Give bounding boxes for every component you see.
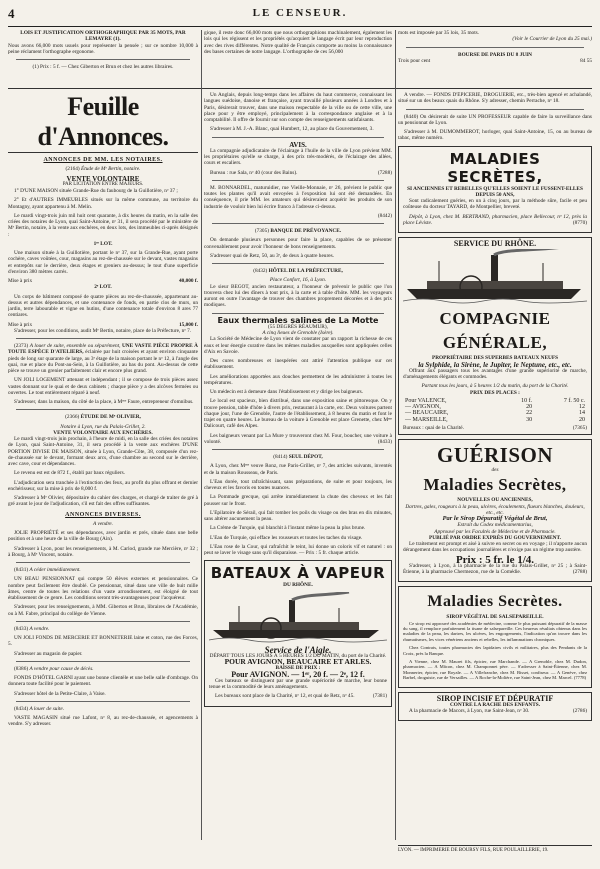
top-c1-head: LOIS ET JUSTIFICATION ORTHOGRAPHIQUE PAR 35 MOTS, PAR LEMAYRE (1). (20, 30, 186, 43)
top-c1-note: (1) Prix : 5 f. — Chez Giberton et Brun et chez les autres libraires. (32, 64, 174, 71)
fare-cell: 20 (526, 404, 533, 410)
feuille-title: Feuille d'Annonces. (8, 92, 198, 153)
fare-cell: 14 (579, 410, 585, 417)
steamboat-illustration (209, 592, 387, 644)
fare-cell: 30 (526, 416, 533, 423)
ad-propriete: A vendre. JOLIE PROPRIÉTÉ et ses dépendances, avec jardin et prés, située dans une belle position et à une heure de la ville de Bourg (Ain). S'adresser à Lyon, pour les renseignements, à M. Carlod, grande rue Mercière, nᵒ 32 ; à Bourg, à Mᵉ Vincent, notaire. (8, 520, 198, 558)
ad-professeur: (8440) On désirerait de suite UN PROFESSEUR capable de faire la surveillance dans un pensionnat de Lyon. S'adresser à M. DUMOMMEROT, horloger, quai Saint-Antoine, 15, ou au bureau de tabac, même numéro. (398, 113, 592, 142)
ad-pensionnat: (8431) A céder immédiatement. UN BEAU PENSIONNAT qui compte 50 élèves externes et pensionnaires. Ce nombre peut facilement être doublé. Ce pensionnat, situé dans une ville de huit mille âmes, centre de toutes les relations d'un vaste arrondissement, est éloigné de tout établissement de ce genre. Les conditions seront très-avantageuses pour l'acquéreur. S'adresser, pour les renseignements, à MM. Giberton et Brun, libraires de l'Académie, ou à M. Fabre, principal du collège de Vienne. (8, 567, 198, 617)
steamboat-illustration-2 (403, 249, 587, 305)
fare-cell: — MARSEILLE, (405, 416, 448, 423)
fare-cell: 10 f. (521, 397, 533, 404)
ad-seul-depot: (8414) SEUL DÉPOT, A Lyon, chez Mᵐᵉ veuve Ronz, rue Paris-Grillet, nᵒ 7, des articles suivants, inventés et de la maison Rousseau, de Paris. L'Eau dorée, tout rafraîchissant, sans préparations, de suite et pour toujours, les cheveux et les favoris en toutes nuances. La Pommade grecque, qui arrête immédiatement la chute des cheveux et les fait pousser sur le front. L'Epilatoire de Sérail, qui fait tomber les poils du visage ou des bras en dix minutes, sans altérer aucunement la peau. La Crème de Turquie, qui blanchit à l'instant même la peau la plus brune. L'Eau de Turquie, qui efface les rousseurs et toutes les taches du visage. L'Eau rose de la Cour, qui rafraîchit le teint, lui donne un coloris vif et naturel : on peut se laver le visage sans qu'il disparaisse. — Prix : 5 fr. chaque article. (204, 454, 392, 556)
page-header (8, 4, 592, 27)
column-1 (8, 92, 198, 840)
fare-cell: 22 (526, 410, 533, 417)
ad-epicerie: A vendre. — FONDS D'ÉPICERIE, DROGUERIE, etc., très-bien agencé et achalandé, situé sur un des beaux quais du Rhône. S'y adresser, chemin Perrache, nᵒ 18. (398, 92, 592, 105)
column-2 (204, 92, 392, 840)
fare-table (403, 398, 587, 423)
ad-sirop-incisif: SIROP INCISIF ET DÉPURATIF CONTRE LA RACHE DES ENFANTS. A la pharmacie de Macors, à Lyon, rue Saint-Jean, nᵒ 30. (2786) (398, 692, 592, 722)
notaires-heading: ANNONCES DE MM. LES NOTAIRES. (43, 157, 163, 163)
ad-guerison: GUÉRISON des Maladies Secrètes, NOUVELLES OU ANCIENNES, Dartres, gales, rougeurs à la peau, ulcères, écoulements, flueurs blanches, douleurs, etc., etc. Par le Sirop Dépuratif Végétal de Brut, Extrait du Codex médicamentarius, Approuvé par les Facultés de Médecine et de Pharmacie. PUBLIÉ PAR ORDRE EXPRÈS DU GOUVERNEMENT. Le traitement est prompt et aisé à suivre en secret ou en voyage ; il n'apporte aucun dérangement dans les occupations journalières et n'exige pas un régime trop austère. Prix : 5 fr. le 1/4. S'adresser, à Lyon, à la pharmacie de la rue du Palais-Grillet, nᵒ 25 ; à Saint-Étienne, à la pharmacie Chermezon, rue de la Comédie. (2788) (398, 439, 592, 582)
bourse-value: 84 55 (580, 57, 592, 64)
top-c1-body: Nous avons 66,000 mots usuels pour représenter la pensée ; sur ce nombre 10,000 à peine réclament l'orthographe ergonome. (8, 42, 198, 55)
ad-anglais: Un Anglais, depuis long-temps dans les affaires du haut commerce, connaissant les langues suédoise, danoise et française, ayant travaillé plusieurs années à Londres et à Paris, désirerait trouver, dans une maison respectable de la ville ou de cette ville, une place pour y être employé, principalement à la correspondance anglaise et à la comptabilité. Il offre de fournir sur son compte des renseignements satisfaisants. S'adresser à M. J.-A. Blanc, quai Humbert, 12, au place du Gouvernement, 3. (204, 92, 392, 133)
top-col-2 (204, 30, 392, 88)
fare-cell: — BEAUCAIRE, (405, 410, 449, 417)
bourse-line (398, 58, 592, 64)
ad-eaux-thermales: Eaux thermales salines de La Motte (55 DEGRÉS RÉAUMUR), A cinq lieues de Grenoble (Isère). La Société de Médecine de Lyon vient de constater par un rapport la richesse de ces eaux et leur énergie curative dans les mêmes maladies auxquelles sont appliquées celles d'Aix en Savoie. Des cures nombreuses et inespérées ont attiré l'attention publique sur cet établissement. Les améliorations apportées aux douches permettent de les administrer à toutes les températures. Un médecin est à demeure dans l'établissement et y dirige les baigneurs. Le local est spacieux, bien distribué, dans une exposition saine et pittoresque. On y trouve pension, table d'hôte à divers prix, restaurant à la carte, etc. Deux voitures partent chaque jour, l'une de Grenoble, l'autre de l'établissement, à 8 heures du matin et font le trajet en quatre heures. Le bureau de la voiture à Grenoble est place Grenette, chez Mᵐᵉ Dalicourt, café des Alpes. Les baigneurs venant par La Mure y trouveront chez M. Four, boucher, une voiture à volonté. (8433) (204, 315, 392, 445)
top-col-1 (8, 30, 198, 88)
fare-cell: — AVIGNON, (405, 404, 441, 410)
ad-hotel-garni: (8386) A vendre pour cause de décès. FONDS D'HÔTEL GARNI ayant une bonne clientèle et une belle salle d'ombrage. On donnera toute facilité pour le paiement. S'adresser hôtel de la Petite-Claire, à Vaise. (8, 665, 198, 697)
bourse-label: Trois pour cent (398, 57, 431, 64)
diverses-heading: ANNONCES DIVERSES. (65, 511, 141, 518)
fare-cell: Pour VALENCE, (405, 397, 447, 404)
bourse-title: BOURSE DE PARIS DU 8 JUIN (458, 51, 532, 58)
column-3 (398, 92, 592, 840)
top-strip (8, 30, 592, 89)
ad-mercerie: (8433) A vendre. UN JOLI FONDS DE MERCERIE ET BONNETERIE laine et coton, rue des Forces, 5. S'adresser au magasin de papier. (8, 625, 198, 657)
top-c3-note: (Voir le Courrier de Lyon du 25 mai.) (512, 36, 592, 43)
bateaux-heading: BATEAUX À VAPEUR (210, 564, 386, 583)
top-c3-body: mots est imposée par 35 lois, 35 mots. (398, 30, 480, 36)
ad-olivier: (2366) ÉTUDE DE Mᵉ OLIVIER, Notaire à Lyon, rue du Palais-Grillet, 2. VENTE VOLONTAIRE AUX ENCHÈRES. Le mardi vingt-trois juin prochain, à l'heure de midi, en la salle des criées des notaires de Lyon, quai Saint-Antoine, 31, il sera procédé à la vente aux enchères D'UNE PORTION DIVISE DE MAISON, située à Lyon, Grande-Côte, 38, composée d'un rez-de-chaussée sur le devant, formant deux arcs, d'une chambre au second sur le derrière, avec cave, cour et dépendances. Le revenu est est de 872 f., établi par baux réguliers. L'adjudication sera tranchée à l'extinction des feux, au profit du plus offrant et dernier enchérisseur, sur la mise à prix de 8,000 f. S'adresser à Mᵉ Olivier, dépositaire du cahier des charges, et chargé de traiter de gré à gré avant le jour de l'adjudication, s'il est fait des offres suffisantes. (8, 414, 198, 508)
ad-maladies-tayard: MALADIES SECRÈTES, SI ANCIENNES ET REBELLES QU'ELLES SOIENT LE FUSSENT-ELLES DEPUIS 50 ANS, Sont radicalement guéries, en un à cinq jours, par la méthode sûre, facile et peu coûteuse du docteur TAYARD, de Montpellier, breveté. Dépôt, à Lyon, chez M. BERTRAND, pharmacien, place Bellecour, nᵒ 12, près la place Léviste. (8770) (398, 146, 592, 234)
page-number: 4 (8, 6, 15, 21)
top-col-3 (398, 30, 592, 88)
fare-cell: 7 f. 50 c. (563, 397, 585, 404)
fare-row (403, 417, 587, 423)
ad-bertin: (2164) Étude de Mᵉ Bertin, notaire. VENTE VOLONTAIRE PAR LICITATION ENTRE MAJEURS. 1° D'UNE MAISON située Grande-Rue du faubourg de la Guillotière, nᵒ 37 ; 2° Et d'AUTRES IMMEUBLES situés sur la même commune, au territoire du Montagny, ayant appartenu à M. Melin. Le mardi vingt-trois juin mil huit cent quarante, à dix heures du matin, en la salle des criées des notaires de Lyon, quai Saint-Antoine, nᵒ 31, il sera procédé par le ministère de Mᵉ Bertin, notaire, à la vente aux enchères, en deux lots, des immeubles ci-après désignés : 1ᵉʳ LOT. Une maison située à la Guillotière, portant le nᵒ 37, sur la Grande-Rue, ayant porte cochère, caves voûtées, cour, magasins au rez-de-chaussée sur le devant, vastes magasins et entrepôts sur le derrière, deux étages et greniers au-dessus; le tout d'une superficie d'environ 380 mètres carrés. Mise à prix 40,000 f. 2ᵉ LOT. Un corps de bâtiment composé de quatre pièces au rez-de-chaussée, appartenant au-dessus et autres dépendances, et une contenance de fonds, en partie clos de murs, un jardin, terre labourable et vigne en hutins, d'une contenance totale d'environ 8 ares 77 centiares. Mise à prix 15,000 f. S'adresser, pour les conditions, audit Mᵉ Bertin, notaire, place de la Préfecture, nᵒ 7. (8, 166, 198, 334)
newspaper-title: LE CENSEUR. (252, 7, 348, 19)
ad-bonnardel: M. BONNARDEL, maturuidier, rue Vieille-Monnaie, nᵒ 26, prévient le public que toutes les plantes qu'il avait envoyées à l'exposition lui ont été demandées. En conséquence, il prie MM. les amateurs qui désireraient acquérir les produits de son industrie de vouloir bien lui écrire franco à l'adresse ci-dessus. (8442) (204, 184, 392, 219)
ad-compagnie-generale: SERVICE DU RHÔNE. COMPAGNIE GÉNÉRALE, PROPRIÉTAIRE DES SUPERBES BATEAUX NEUFS la Sylphide, la Sirène, le Jupiter, le Neptune, etc., etc. Offrant aux passagers tous les avantages d'une grande supériorité de marche, d'aménagements élégants et commodes. Partant tous les jours, à 5 heures 1/2 du matin, du port de la Charité. PRIX DES PLACES : Pour VALENCE, 10 f. 7 f. 50 c. — AVIGNON, 20 12 — BEAUCAIRE, 22 14 — MARSEILLE, 30 20 Bureaux : quai de la Charité. (7365) (398, 237, 592, 435)
ad-bateaux-vapeur: BATEAUX À VAPEUR DU RHÔNE. Service de l'Aigle. DÉPART TOUS LES JOURS À 5 HEURES 1/2 DU MATIN, du port de la Charité. POUR AVIGNON, BEAUCAIRE ET ARLES. BAISSE DE PRIX : Pour AVIGNON. — 1ᵉʳ, 20 f. — 2ᵉ, 12 f. Ces bateaux se distinguent par une grande supériorité de marche, leur bonne tenue et la commodité de leurs aménagements. Les bureaux sont place de la Charité, nᵒ 12, et quai de Retz, nᵒ 45. (7381) (204, 560, 392, 706)
ad-atelier: (2373) A louer de suite, ensemble ou séparément, UNE VASTE PIÈCE PROPRE À TOUTE ESPÈCE D'ATELIERS, éclairée par huit croisées et ayant environ cinquante pieds de long sur quarante de large, au 3ᵉ étage de la maison portant le nᵒ 12, à l'angle des quai, rue et place du Pont-au-Sein, à la Guillotière, au bas du pont. Au-dessus de cette pièce se trouve un grenier parfaitement clair et encore plus grand. UN JOLI LOGEMENT attenant et indépendant ; il se compose de trois pièces assez vastes donnant sur le quai et de deux cabinets ; chaque pièce y a des alcôves fermées ou ouvertes. Le tout entièrement réparé à neuf. S'adresser, dans la maison, du côté de la place, à Mᵐᵉ Faure, entrepreneur d'omnibus. (8, 343, 198, 405)
ad-salsepareille: Maladies Secrètes. SIROP VÉGÉTAL DE SALSEPAREILLE. Ce sirop est approuvé des académies de médecine, comme le plus puissant dépuratif de la masse du sang, il remplace parfaitement la tisane de salsepareille. Ces heureux résultats obtenus dans les maladies de la peau, les dartres, les ulcères, les engorgements, l'indication qu'on trouve dans les rhumatismes, les vices vénériens anciens et rebelles, les inflammations chroniques. Chez Contrats, toutes pharmacies des lapidaires civils et militaires, plus des Pendants de la Croix, près la Banque. A Vienne, chez M. Mauret fils, épicier, rue Marchande. — A Grenoble, chez M. Dudon, pharmacien. — A Mâcon, chez M. Champonnet père. — S'adresser à Saint-Étienne, chez M. Monnerier, épicier, rue Royale. — A Villefranche, chez M. Bisset, confiseur. — A Genève, chez Barbel, droguiste, rue de Versailles. — A Roche-la-Molière, rue Saint-Jean, chez M. Marcel. (7778) (398, 586, 592, 687)
ad-title: VENTE VOLONTAIRE (66, 174, 140, 183)
fare-cell: 12 (579, 404, 585, 410)
ad-banque: (7305) BANQUE DE PRÉVOYANCE. On demande plusieurs personnes pour faire la place, capables de se présenter convenablement pour avoir l'honneur de bons renseignements. S'adresser quai de Retz, 50, au 3ᵉ, de deux à quatre heures. (204, 228, 392, 259)
printer-footer: LYON. — IMPRIMERIE DE BOURSY FILS, RUE POULAILLERIE, 19. (398, 845, 592, 853)
fare-cell: 20 (579, 416, 585, 423)
ad-hotel-prefecture: (8432) HÔTEL DE LA PRÉFECTURE, Place Confort, 16, à Lyon. Le sieur BEGOT, ancien restaurateur, a l'honneur de prévenir le public que l'on trouvera chez lui des dîners à tout prix, à la carte et à table d'hôte. MM. les voyageurs auront en outre l'avantage de trouver des chambres proprement décorées et à des prix modiques. (204, 268, 392, 309)
ad-avis: AVIS. La compagnie adjudicataire de l'éclairage à l'huile de la ville de Lyon prévient MM. les propriétaires qu'elle se charge, à des prix très-modérés, de l'éclairage des allées, cours et escaliers. Bureau : rue Sala, nᵒ 40 (cour des Bains). (7288) (204, 140, 392, 176)
top-c2-body: gique, il reste donc 66,000 mots que nous orthographions machinalement, également les lois qui les régissent et les propriétés qu'acquiert le langage écrit par leur reproduction avec des rives différentes. Notre qualité de Français comporte au moins la connaissance des bases certaines de notre langage. L'orthographe de ces 56,000 (204, 30, 392, 55)
ad-magasin: (8434) A louer de suite. VASTE MAGASIN situé rue Lafont, nᵒ 8, au rez-de-chaussée, et agencements à vendre. S'y adresser. (8, 705, 198, 728)
